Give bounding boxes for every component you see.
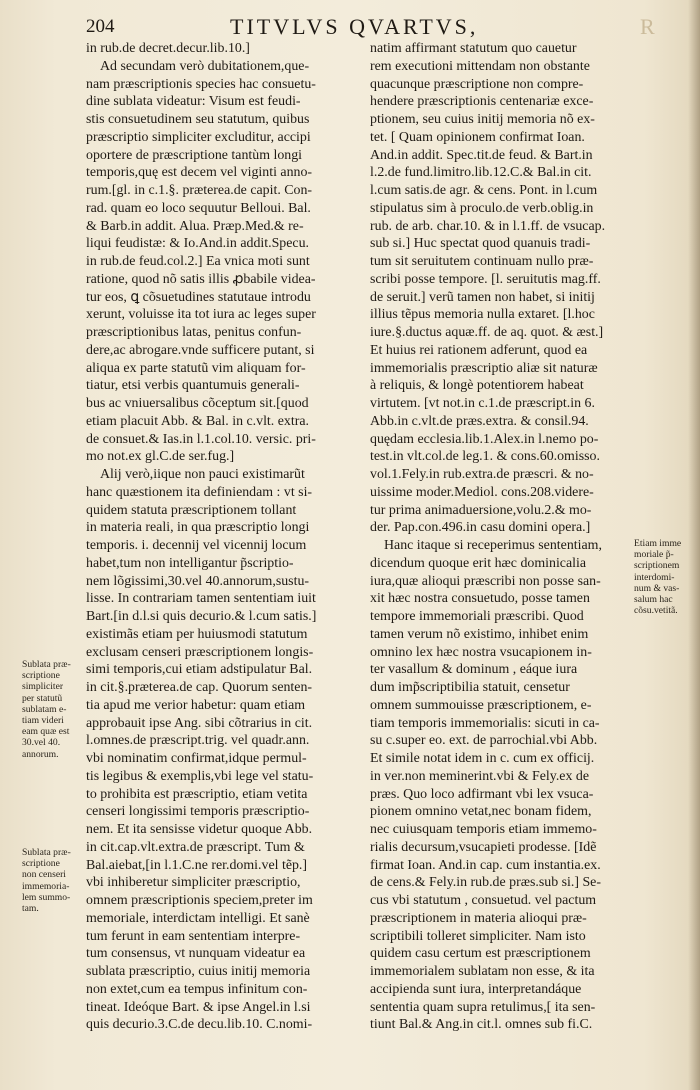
text-line: tiunt Bal.& Ang.in cit.l. omnes sub fi.C. — [370, 1017, 593, 1033]
text-line: quędam ecclesia.lib.1.Alex.in l.nemo po- — [370, 431, 599, 447]
text-line: tet. [ Quam opinionem confirmat Ioan. — [370, 129, 585, 145]
page-number: 204 — [86, 16, 115, 37]
text-line: ptionem, seu cuius initij memoria nõ ex- — [370, 112, 595, 127]
margin-note-line: Sublata præ- — [22, 659, 71, 670]
margin-note-line: Etiam imme — [634, 538, 682, 549]
text-line: memoriale, interdictam intelligi. Et sanè — [86, 910, 310, 926]
text-line: in cit.§.præterea.de cap. Quorum senten- — [86, 680, 313, 695]
margin-note-line: num & vas- — [634, 582, 680, 594]
text-line: hanc quæstionem ita definiendam : vt si- — [86, 484, 313, 500]
text-line: non extet,cum ea tempus infinitum con- — [86, 981, 308, 997]
margin-note-line: immemoria- — [22, 880, 70, 892]
text-line: in rub.de decret.decur.lib.10.] — [86, 41, 250, 56]
text-line: de seruit.] verũ tamen non habet, si initij — [370, 289, 595, 305]
text-line: scribi posse tempore. [l. seruitutis mag.ff. — [370, 271, 601, 287]
text-line: omnem summouisse præscriptionem, e- — [370, 697, 592, 713]
text-line: temporis,quę est decem vel viginti anno- — [86, 165, 313, 181]
text-line: dum imp̃scriptibilia statuit, censetur — [370, 680, 570, 695]
text-line: stis consuetudinem seu statutum, quibus — [86, 112, 310, 127]
text-line: sublata præscriptio, cuius initij memoria — [86, 964, 311, 979]
text-line: tamen verum nõ existimo, inhibet enim — [370, 626, 589, 642]
text-line: Alij verò,iique non pauci existimarũt — [100, 467, 305, 482]
text-line: exclusam censeri præscriptionem longis- — [86, 644, 314, 660]
margin-note-sublata-praescriptione — [22, 659, 82, 760]
text-line: test.in vlt.col.de leg.1. & cons.60.omisso. — [370, 449, 600, 465]
text-line: præscriptio simpliciter excluditur, accipi — [86, 129, 311, 145]
text-line: tia apud me verior habetur: quam etiam — [86, 697, 306, 713]
text-line: quis decurio.3.C.de decu.lib.10. C.nomi- — [86, 1017, 313, 1033]
text-line: omnem præscriptionis speciem,preter im — [86, 893, 313, 908]
text-line: Abb.in c.vlt.de præs.extra. & consil.94. — [370, 413, 589, 429]
text-line: stipulatus sim à proculo.de verb.oblig.in — [370, 200, 594, 216]
text-line: vbi nominatim confirmat,idque permul- — [86, 751, 307, 766]
text-line: temporis. i. decennij vel vicennij locum — [86, 538, 307, 553]
margin-note-line: Sublata præ- — [22, 847, 71, 858]
text-line: quacunque præscriptione non compre- — [370, 76, 584, 92]
text-line: tis legibus & exemplis,vbi lege vel statu- — [86, 768, 314, 784]
text-line: habet,tum non intelligantur p̃scriptio- — [86, 555, 294, 571]
text-line: tiatur, etsi verbis quantumuis generali- — [86, 378, 300, 394]
margin-note-line: tiam videri — [22, 715, 64, 727]
text-line: de cens.& Fely.in rub.de præs.sub si.] Se- — [370, 875, 601, 891]
left-text-column — [86, 40, 340, 1034]
text-line: rum.[gl. in c.1.§. præterea.de capit. Con- — [86, 183, 313, 198]
margin-note-line: tam. — [22, 903, 39, 915]
text-line: rub. de arb. char.10. & in l.1.ff. de vsucap. — [370, 218, 606, 234]
text-line: tineat. Ideóque Bart. & ipse Angel.in l.si — [86, 999, 311, 1015]
text-line: natim affirmant statutum quo cauetur — [370, 41, 577, 56]
text-line: tempore immemoriali præscribi. Quod — [370, 609, 584, 624]
text-line: censeri longissimi temporis præscriptio- — [86, 804, 310, 820]
text-line: sub si.] Huc spectat quod quanuis tradi- — [370, 236, 591, 252]
text-line: de consuet.& Ias.in l.1.col.10. versic. pri- — [86, 431, 316, 447]
margin-note-non-censeri-immemorialem — [22, 847, 82, 914]
text-line: vol.1.Fely.in rub.extra.de præscri. & no- — [370, 467, 594, 482]
text-line: rem executioni mittendam non obstante — [370, 58, 590, 74]
text-line: Et simile notat idem in c. cum ex officij. — [370, 751, 595, 766]
text-line: oportere de præscriptione tantùm longi — [86, 147, 303, 163]
text-line: iura,quæ alioqui præscribi non posse san- — [370, 573, 601, 589]
margin-note-line: salum hac — [634, 594, 673, 606]
text-line: omnino lex hæc nostra vsucapionem in- — [370, 644, 592, 660]
margin-note-line: cõsu.vetitã. — [634, 605, 678, 617]
text-line: bus ac vniuersalibus cõceptum sit.[quod — [86, 396, 309, 411]
text-line: iure.§.ductus aquæ.ff. de aq. quot. & æst.] — [370, 325, 604, 340]
text-line: Hanc itaque si receperimus sententiam, — [384, 538, 602, 553]
text-line: dine sublata videatur: Visum est feudi- — [86, 94, 301, 110]
text-line: dere,ac abrogare.vnde sufficere putant, si — [86, 342, 315, 358]
text-line: tur prima animaduersione,volu.2.& mo- — [370, 502, 592, 518]
margin-note-line: non censeri — [22, 869, 66, 881]
text-line: nem. Et ita sensisse videtur quoque Abb. — [86, 822, 313, 837]
margin-note-etiam-immemoriale — [634, 538, 694, 616]
text-line: & Barb.in addit. Alua. Præp.Med.& re- — [86, 218, 304, 234]
text-line: præscriptionem in materia alioqui præ- — [370, 910, 587, 926]
text-line: lisse. In contrariam tamen sententiam iuit — [86, 591, 316, 607]
text-line: xerunt, voluisse ita tot iura ac leges super — [86, 307, 316, 323]
text-line: rad. quam eo loco sequutur Belloui. Bal. — [86, 200, 311, 216]
page-header — [0, 14, 700, 40]
margin-note-line: interdomi- — [634, 571, 675, 583]
text-line: illius tẽpus memoria nulla extaret. [l.hoc — [370, 307, 595, 323]
running-title: TITVLVS QVARTVS, — [230, 14, 479, 39]
text-line: virtutem. [vt not.in c.1.de præscript.in 6. — [370, 396, 595, 411]
text-line: Bal.aiebat,[in l.1.C.ne rer.domi.vel tẽp.] — [86, 857, 308, 873]
text-line: immemorialem sublatam non esse, & ita — [370, 964, 595, 979]
text-line: in cit.cap.vlt.extra.de præscript. Tum & — [86, 839, 305, 855]
text-line: in ver.non meminerint.vbi & Fely.ex de — [370, 768, 589, 784]
right-text-column — [370, 40, 624, 1034]
text-line: firmat Ioan. And.in cap. cum instantia.ex. — [370, 857, 601, 873]
margin-note-line: scriptionem — [634, 560, 680, 572]
text-line: l.2.de fund.limitro.lib.12.C.& Bal.in cit. — [370, 165, 592, 181]
text-line: sententia quam supra retulimus,[ ita sen- — [370, 999, 596, 1015]
text-line: simi temporis,cui etiam adstipulatur Bal. — [86, 662, 313, 678]
text-line: der. Pap.con.496.in casu domini opera.] — [370, 520, 591, 536]
text-line: cus vbi statutum , consuetud. vel pactum — [370, 893, 597, 908]
text-line: vbi inhiberetur simpliciter præscriptio, — [86, 875, 301, 891]
text-line: Bart.[in d.l.si quis decurio.& l.cum satis.] — [86, 609, 317, 624]
text-line: quidem casu certum est præscriptionem — [370, 946, 591, 962]
text-line: l.omnes.de præscript.trig. vel quadr.ann. — [86, 733, 310, 749]
text-line: Et huius rei rationem adferunt, quod ea — [370, 342, 588, 358]
text-line: tur eos, ꝗ cõsuetudines statutaue introdu — [86, 289, 311, 305]
text-line: nem lõgissimi,30.vel 40.annorum,sustu- — [86, 573, 310, 589]
text-line: tum consensus, vt nunquam videatur ea — [86, 946, 306, 962]
text-line: hendere præscriptionis centenariæ exce- — [370, 94, 594, 110]
text-line: existimãs etiam per huiusmodi statutum — [86, 626, 308, 642]
margin-note-line: simpliciter — [22, 681, 64, 693]
text-line: à reliquis, & longè potentiorem habeat — [370, 378, 584, 394]
text-line: mo not.ex gl.C.de ser.fug.] — [86, 449, 235, 465]
margin-note-line: eam quæ est — [22, 726, 70, 738]
text-line: ratione, quod nõ satis illis ꝓbabile videa- — [86, 271, 316, 287]
margin-note-line: lem summo- — [22, 891, 71, 903]
text-line: etiam placuit Abb. & Bal. in c.vlt. extra. — [86, 413, 309, 429]
margin-note-line: moriale p̃- — [634, 549, 674, 561]
text-line: rialis decursum,vsucapieti prodesse. [Idẽ — [370, 839, 597, 855]
text-line: approbauit ipse Ang. sibi cõtrarius in cit. — [86, 715, 313, 731]
text-line: Ad secundam verò dubitationem,que- — [100, 58, 310, 74]
text-line: ter vasallum & dominum , eáque iura — [370, 662, 578, 678]
margin-note-line: sublatam e- — [22, 703, 67, 715]
text-line: in rub.de feud.col.2.] Ea vnica moti sunt — [86, 254, 310, 269]
bleed-through-letter: R — [640, 14, 657, 39]
text-line: l.cum satis.de agr. & cens. Pont. in l.cum — [370, 183, 598, 198]
text-line: immemorialis præscriptio aliæ sit naturæ — [370, 360, 598, 376]
text-line: tum ferunt in eam sententiam interpre- — [86, 928, 301, 944]
text-line: scriptibili tolleret simpliciter. Nam isto — [370, 928, 586, 944]
text-line: dicendum quoque erit hæc dominicalia — [370, 555, 587, 571]
text-line: to prohibita est præscriptio, etiam vetita — [86, 786, 308, 802]
text-line: uissime moder.Mediol. cons.208.videre- — [370, 484, 594, 500]
margin-note-line: scriptione — [22, 858, 60, 870]
text-line: accipienda sunt iura, interpretandáque — [370, 981, 582, 997]
text-line: quidem statuta præscriptionem tollant — [86, 502, 297, 518]
text-line: nec cuiusquam temporis etiam immemo- — [370, 822, 597, 837]
text-line: in materia reali, in qua præscriptio longi — [86, 520, 310, 536]
text-line: tum sit seruitutem continuam nullo præ- — [370, 254, 594, 269]
text-line: aliqua ex parte statutũ vim aliquam for- — [86, 360, 306, 376]
text-line: xit hæc nostra consuetudo, posse tamen — [370, 591, 590, 607]
margin-note-line: annorum. — [22, 748, 59, 760]
text-line: nam præscriptionis species hac consuetu- — [86, 76, 316, 92]
text-line: And.in addit. Spec.tit.de feud. & Bart.in — [370, 147, 593, 163]
text-line: tiam temporis immemorialis: sicuti in ca- — [370, 715, 600, 731]
text-line: liqui feudistæ: & Io.And.in addit.Specu. — [86, 236, 310, 252]
margin-note-line: 30.vel 40. — [22, 737, 61, 749]
text-line: su c.super eo. ext. de parrochial.vbi Abb. — [370, 733, 598, 749]
text-line: pionem omnino vetat,nec bonam fidem, — [370, 804, 592, 820]
text-line: præs. Quo loco adfirmant vbi lex vsuca- — [370, 786, 594, 802]
margin-note-line: per statutũ — [22, 692, 63, 704]
page-edge-shadow — [688, 0, 700, 1090]
text-line: præscriptionibus latas, penitus confun- — [86, 325, 302, 340]
margin-note-line: scriptione — [22, 670, 60, 682]
